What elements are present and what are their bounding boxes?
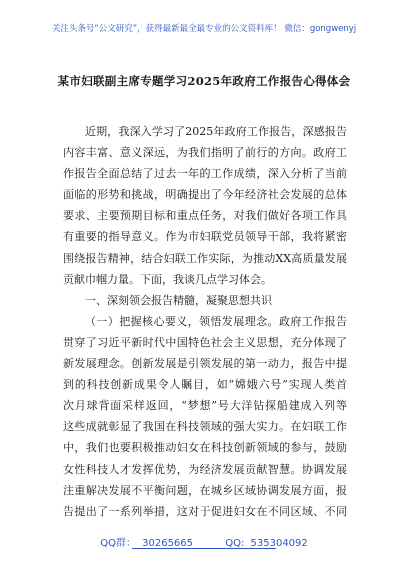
paragraph-line: 贯穿了习近平新时代中国特色社会主义思想，充分体现了 <box>63 335 347 349</box>
document-title: 某市妇联副主席专题学习2025年政府工作报告心得体会 <box>57 74 351 88</box>
footer-contact <box>0 534 408 549</box>
paragraph-line: 告提出了一系列举措，这对于促进妇女在不同区域、不同 <box>63 504 347 518</box>
section-heading: 一、深刻领会报告精髓，凝聚思想共识 <box>85 293 272 307</box>
paragraph-line: 有重要的指导意义。作为市妇联党员领导干部，我将紧密 <box>63 230 347 244</box>
footer-qq-group: QQ群： 30265665 <box>100 538 194 549</box>
paragraph-line: 注重解决发展不平衡问题，在城乡区域协调发展方面，报 <box>63 483 347 497</box>
paragraph-line: 近期，我深入学习了2025年政府工作报告，深感报告 <box>85 125 347 138</box>
paragraph-line: 内容丰富、意义深远，为我们指明了前行的方向。政府工 <box>63 146 347 160</box>
paragraph-line: 面临的形势和挑战，明确提出了今年经济社会发展的总体 <box>63 188 347 202</box>
paragraph-line: 贡献巾帼力量。下面，我谈几点学习体会。 <box>63 272 272 286</box>
footer-underline <box>132 548 276 549</box>
header-banner: 关注头条号“公文研究”，获得最新最全最专业的公文资料库！ 微信：gongwenyj <box>51 24 357 34</box>
paragraph-line: 次月球背面采样返回，“梦想”号大洋钻探船建成入列等 <box>63 399 347 413</box>
paragraph-line: （一）把握核心要义，领悟发展理念。政府工作报告 <box>85 314 347 328</box>
paragraph-line: 围绕报告精神，结合妇联工作实际，为推动XX高质量发展 <box>63 251 347 265</box>
paragraph-line: 到的科技创新成果令人瞩目，如“嫦娥六号”实现人类首 <box>63 378 347 392</box>
paragraph-line: 中，我们也要积极推动妇女在科技创新领域的参与，鼓励 <box>63 441 347 455</box>
document-body <box>63 121 347 522</box>
paragraph-line: 作报告全面总结了过去一年的工作成绩，深入分析了当前 <box>63 167 347 181</box>
paragraph-line: 这些成就彰显了我国在科技领域的强大实力。在妇联工作 <box>63 420 347 434</box>
footer-qq-number: QQ: 535304092 <box>225 538 308 549</box>
paragraph-line: 要求、主要预期目标和重点任务，对我们做好各项工作具 <box>63 209 347 223</box>
paragraph-line: 新发展理念。创新发展是引领发展的第一动力，报告中提 <box>63 357 347 371</box>
paragraph-line: 女性科技人才发挥优势，为经济发展贡献智慧。协调发展 <box>63 462 347 476</box>
